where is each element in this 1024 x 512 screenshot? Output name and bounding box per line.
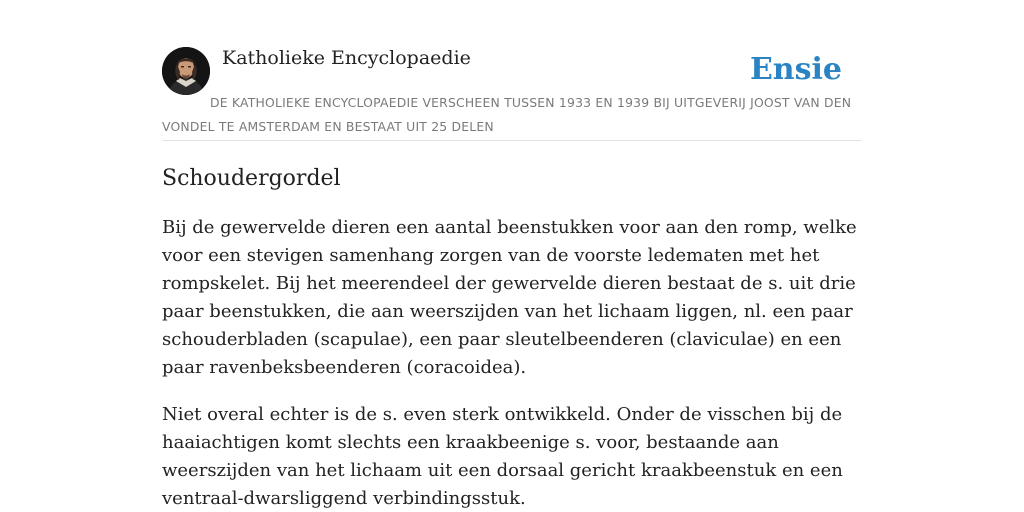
site-subtitle: DE KATHOLIEKE ENCYCLOPAEDIE VERSCHEEN TUSSEN 1933 EN 1939 BIJ UITGEVERIJ JOOST VAN DEN VONDEL TE AMSTERDAM EN BESTAAT UIT 25 DELEN bbox=[162, 95, 852, 134]
article-paragraph: Niet overal echter is de s. even sterk ontwikkeld. Onder de visschen bij de haaiachtigen komt slechts een kraakbeenige s. voor, bestaande aan weerszijden van het lichaam uit een dorsaal gericht kraakbeenstuk en een ventraal-dwarsliggend verbindingsstuk. bbox=[162, 404, 843, 509]
brand-logo[interactable]: Ensie bbox=[749, 52, 842, 87]
portrait-icon bbox=[162, 47, 210, 95]
portrait-avatar[interactable] bbox=[162, 47, 210, 95]
site-header bbox=[162, 45, 862, 141]
article bbox=[162, 162, 862, 512]
article-paragraph: Bij de gewervelde dieren een aantal beenstukken voor aan den romp, welke voor een stevigen samenhang zorgen van de voorste ledematen met het rompskelet. Bij het meerendeel der gewervelde dieren bestaat de s. uit drie paar beenstukken, die aan weerszijden van het lichaam liggen, nl. een paar schouderbladen (scapulae), een paar sleutelbeenderen (claviculae) en een paar ravenbeksbeenderen (coracoidea). bbox=[162, 217, 857, 378]
article-title: Schoudergordel bbox=[162, 166, 341, 191]
site-title[interactable]: Katholieke Encyclopaedie bbox=[222, 47, 471, 69]
